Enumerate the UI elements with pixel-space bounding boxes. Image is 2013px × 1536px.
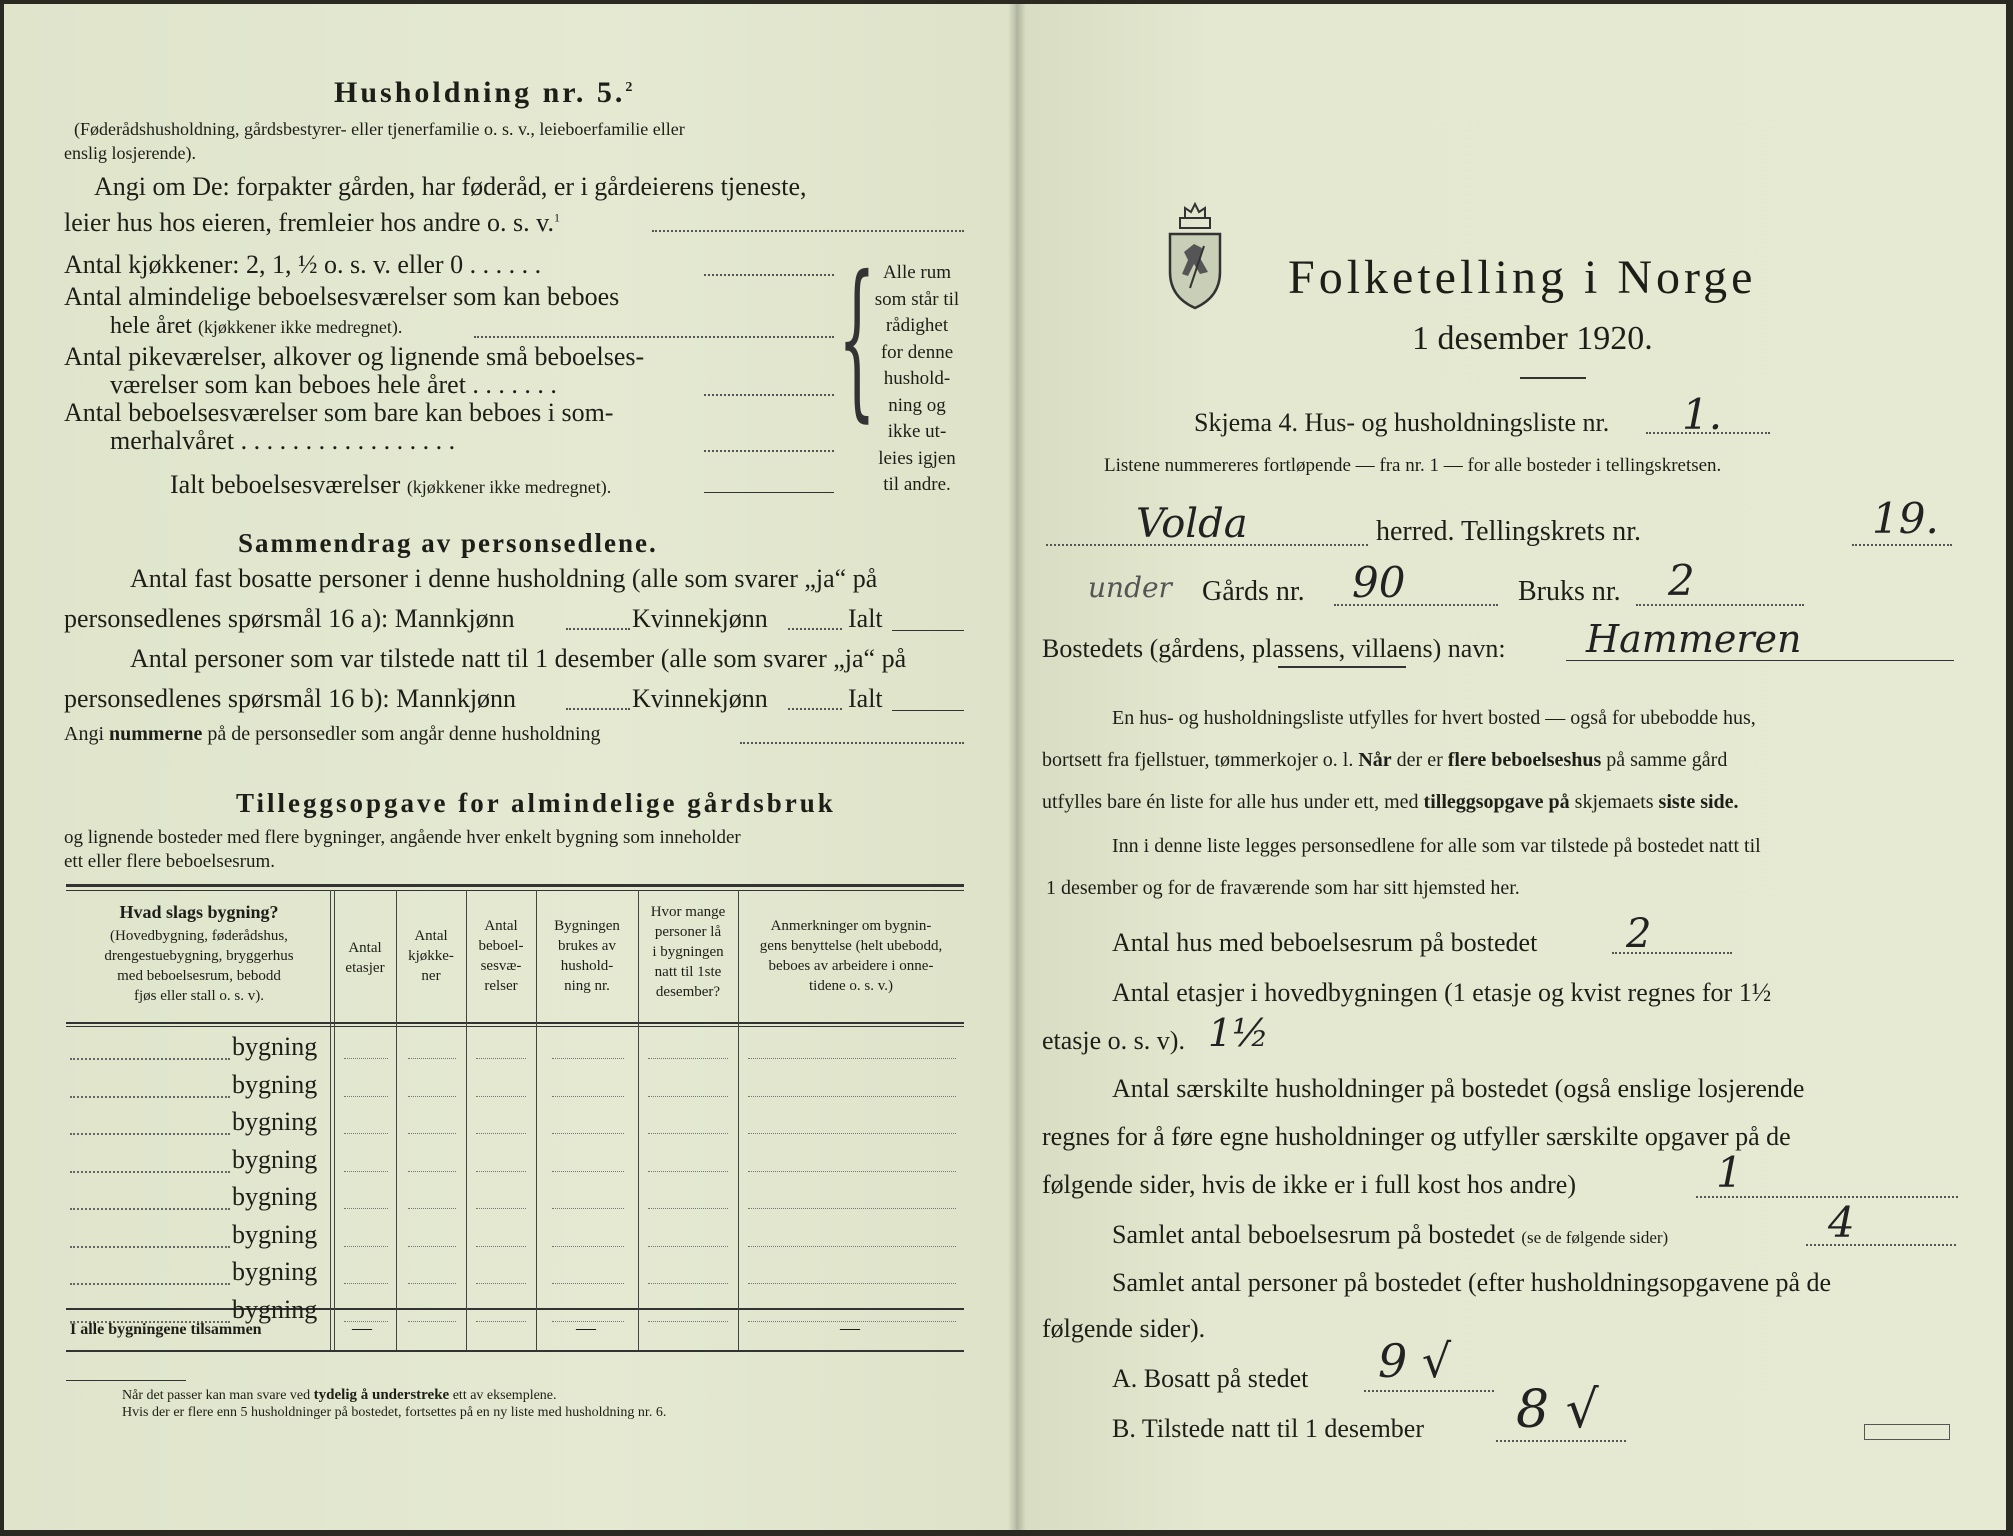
col-building-type-sub-line-2: drengestuebygning, bryggerhus bbox=[104, 948, 294, 964]
col-kitchens-line-3: ner bbox=[421, 968, 441, 984]
title-rule bbox=[1520, 377, 1586, 379]
col-persons-line-4: natt til 1ste bbox=[654, 964, 722, 980]
total-remarks-dash: — bbox=[840, 1317, 860, 1339]
maid-rooms-label-2: værelser som kan beboes hele året . . . . . . . bbox=[110, 370, 557, 399]
census-title: Folketelling i Norge bbox=[1288, 251, 1757, 304]
table-cell-field[interactable] bbox=[648, 1246, 728, 1247]
table-cell-field[interactable] bbox=[408, 1246, 456, 1247]
addendum-title: Tilleggsopgave for almindelige gårdsbruk bbox=[236, 788, 836, 818]
building-row-label: bygning bbox=[232, 1257, 318, 1286]
table-cell-field[interactable] bbox=[552, 1246, 624, 1247]
female-resident-answer[interactable] bbox=[788, 628, 842, 630]
table-cell-field[interactable] bbox=[648, 1171, 728, 1172]
bruks-field[interactable] bbox=[1636, 604, 1804, 606]
census-date: 1 desember 1920. bbox=[1412, 320, 1653, 357]
table-cell-field[interactable] bbox=[552, 1133, 624, 1134]
col-rooms-header bbox=[466, 916, 536, 996]
table-cell-field[interactable] bbox=[748, 1058, 956, 1059]
angi-line-2: leier hus hos eieren, fremleier hos andre o. s. v.$^1$ bbox=[64, 208, 560, 237]
col-building-type-sub-line-4: fjøs eller stall o. s. v). bbox=[134, 988, 264, 1004]
col-rooms-line-2: beboel- bbox=[478, 938, 524, 954]
female-label-2: Kvinnekjønn bbox=[632, 684, 768, 713]
building-row-label: bygning bbox=[232, 1294, 318, 1324]
side-note-line-9: til andre. bbox=[883, 474, 951, 495]
instruction-2: bortsett fra fjellstuer, tømmerkojer o. l. Når der er flere beboelseshus på samme gård bbox=[1042, 749, 1728, 771]
floors-label-2: etasje o. s. v). bbox=[1042, 1026, 1185, 1055]
table-cell-field[interactable] bbox=[748, 1246, 956, 1247]
numbering-note: Listene nummereres fortløpende — fra nr. 1 — for alle bosteder i tellingskretsen. bbox=[1104, 455, 1722, 476]
household-title: Husholdning nr. 5.$^2$ bbox=[334, 76, 636, 109]
total-rooms-value: 4 bbox=[1828, 1198, 1855, 1247]
maid-rooms-answer[interactable] bbox=[704, 394, 834, 396]
houses-label: Antal hus med beboelsesrum på bostedet bbox=[1112, 928, 1538, 957]
addendum-line-2: ett eller flere beboelsesrum. bbox=[64, 851, 276, 872]
table-cell-field[interactable] bbox=[408, 1208, 456, 1209]
plassens-underline bbox=[1278, 666, 1406, 668]
total-floors-dash: — bbox=[352, 1317, 372, 1339]
summary-line-3: Antal personer som var tilstede natt til 1 desember (alle som svarer „ja“ på bbox=[130, 644, 907, 673]
households-label-3: følgende sider, hvis de ikke er i full kost hos andre) bbox=[1042, 1170, 1576, 1199]
table-cell-field[interactable] bbox=[408, 1058, 456, 1059]
col-floors-line-2: etasjer bbox=[345, 960, 385, 976]
col-persons-header bbox=[638, 902, 738, 1002]
bruks-value: 2 bbox=[1668, 556, 1695, 605]
total-household-dash: — bbox=[576, 1317, 596, 1339]
col-rooms-line-3: sesvæ- bbox=[480, 958, 522, 974]
kitchens-label: Antal kjøkkener: 2, 1, ½ o. s. v. eller 0 . . . . . . bbox=[64, 250, 542, 279]
table-cell-field[interactable] bbox=[408, 1133, 456, 1134]
building-row-label: bygning bbox=[232, 1182, 318, 1211]
summary-line-5: Angi nummerne på de personsedler som angår denne husholdning bbox=[64, 723, 601, 745]
table-cell-field[interactable] bbox=[648, 1058, 728, 1059]
ordinary-rooms-label-2: hele året (kjøkkener ikke medregnet). bbox=[110, 313, 403, 339]
side-note-line-3: rådighet bbox=[885, 315, 949, 336]
krets-value: 19. bbox=[1872, 494, 1939, 543]
coat-of-arms-icon bbox=[1160, 202, 1230, 312]
gards-value: 90 bbox=[1352, 558, 1406, 607]
households-label-2: regnes for å føre egne husholdninger og utfyller særskilte opgaver på de bbox=[1042, 1122, 1791, 1151]
summer-rooms-label-2: merhalvåret . . . . . . . . . . . . . . . . . bbox=[110, 426, 456, 455]
total-rooms-label-r: Samlet antal beboelsesrum på bostedet (se de følgende sider) bbox=[1112, 1220, 1669, 1249]
table-cell-field[interactable] bbox=[552, 1058, 624, 1059]
ordinary-rooms-label-1: Antal almindelige beboelsesværelser som kan beboes bbox=[64, 282, 620, 311]
building-name-field[interactable] bbox=[70, 1096, 230, 1098]
page-fold bbox=[1008, 4, 1026, 1530]
col-building-type-sub bbox=[70, 926, 328, 1006]
present-label: B. Tilstede natt til 1 desember bbox=[1112, 1414, 1424, 1443]
table-cell-field[interactable] bbox=[344, 1283, 388, 1284]
table-cell-field[interactable] bbox=[476, 1058, 526, 1059]
building-name-field[interactable] bbox=[70, 1133, 230, 1135]
building-name-field[interactable] bbox=[70, 1283, 230, 1285]
table-cell-field[interactable] bbox=[748, 1171, 956, 1172]
building-name-field[interactable] bbox=[70, 1246, 230, 1248]
summary-line-4: personsedlenes spørsmål 16 b): Mannkjønn bbox=[64, 684, 517, 713]
printer-stamp-icon bbox=[1864, 1424, 1950, 1440]
angi-line-1: Angi om De: forpakter gården, har føderåd, er i gårdeierens tjeneste, bbox=[94, 172, 807, 201]
ordinary-rooms-answer[interactable] bbox=[474, 336, 834, 338]
summary-line-2: personsedlenes spørsmål 16 a): Mannkjønn bbox=[64, 604, 515, 633]
col-kitchens-line-1: Antal bbox=[414, 928, 448, 944]
table-cell-field[interactable] bbox=[476, 1208, 526, 1209]
col-remarks-header bbox=[738, 916, 964, 996]
col-household-line-1: Bygningen bbox=[554, 918, 620, 934]
table-cell-field[interactable] bbox=[476, 1246, 526, 1247]
total-resident-answer[interactable] bbox=[892, 630, 964, 631]
col-household-header bbox=[536, 916, 638, 996]
col-kitchens-header bbox=[396, 926, 466, 986]
brace-icon: { bbox=[838, 240, 876, 438]
right-page bbox=[1016, 4, 2006, 1530]
col-persons-line-5: desember? bbox=[655, 984, 721, 1000]
male-resident-answer[interactable] bbox=[566, 628, 630, 630]
table-cell-field[interactable] bbox=[552, 1171, 624, 1172]
side-note-line-6: ning og bbox=[888, 394, 946, 416]
household-note-2: enslig losjerende). bbox=[64, 143, 196, 163]
table-cell-field[interactable] bbox=[552, 1283, 624, 1284]
building-row-label: bygning bbox=[232, 1144, 318, 1174]
persons-label-2: følgende sider). bbox=[1042, 1314, 1206, 1343]
houses-value: 2 bbox=[1626, 911, 1652, 957]
col-remarks-line-1: Anmerkninger om bygnin- bbox=[770, 918, 932, 934]
total-label-1: Ialt bbox=[848, 604, 883, 633]
table-cell-field[interactable] bbox=[748, 1133, 956, 1134]
kitchens-answer[interactable] bbox=[704, 274, 834, 276]
table-cell-field[interactable] bbox=[648, 1096, 728, 1097]
col-floors-line-1: Antal bbox=[348, 940, 382, 956]
col-building-type-sub-line-1: (Hovedbygning, føderådshus, bbox=[110, 928, 288, 944]
table-cell-field[interactable] bbox=[748, 1283, 956, 1284]
col-building-type-sub-line-3: med beboelsesrum, bebodd bbox=[117, 968, 281, 984]
summary-title: Sammendrag av personsedlene. bbox=[238, 528, 658, 558]
col-floors-header bbox=[334, 938, 396, 978]
table-cell-field[interactable] bbox=[476, 1283, 526, 1284]
col-persons-line-2: personer lå bbox=[654, 924, 722, 940]
table-cell-field[interactable] bbox=[648, 1133, 728, 1134]
person-numbers-answer[interactable] bbox=[740, 742, 964, 744]
side-note-line-5: hushold- bbox=[883, 368, 951, 389]
footnote-rule bbox=[66, 1380, 186, 1381]
table-cell-field[interactable] bbox=[748, 1096, 956, 1097]
herred-value: Volda bbox=[1136, 501, 1248, 547]
table-cell-field[interactable] bbox=[344, 1246, 388, 1247]
schema-line: Skjema 4. Hus- og husholdningsliste nr. bbox=[1194, 408, 1610, 437]
table-cell-field[interactable] bbox=[748, 1208, 956, 1209]
table-cell-field[interactable] bbox=[476, 1171, 526, 1172]
total-label-2: Ialt bbox=[848, 684, 883, 713]
building-row-label: bygning bbox=[232, 1069, 318, 1099]
table-cell-field[interactable] bbox=[648, 1283, 728, 1284]
side-note-line-2: som står til bbox=[874, 288, 960, 310]
table-cell-field[interactable] bbox=[344, 1133, 388, 1134]
herred-label: herred. Tellingskrets nr. bbox=[1376, 516, 1642, 547]
addendum-line-1: og lignende bosteder med flere bygninger, angående hver enkelt bygning som inneholder bbox=[64, 827, 741, 848]
persons-label-1: Samlet antal personer på bostedet (efter husholdningsopgavene på de bbox=[1112, 1268, 1832, 1297]
male-present-answer[interactable] bbox=[566, 708, 630, 710]
instruction-1: En hus- og husholdningsliste utfylles for hvert bosted — også for ubebodde hus, bbox=[1112, 707, 1756, 729]
col-household-line-4: ning nr. bbox=[564, 978, 610, 994]
table-cell-field[interactable] bbox=[344, 1208, 388, 1209]
krets-field[interactable] bbox=[1852, 544, 1952, 546]
total-present-answer[interactable] bbox=[892, 710, 964, 711]
table-cell-field[interactable] bbox=[344, 1096, 388, 1097]
col-rooms-line-1: Antal bbox=[484, 918, 518, 934]
col-remarks-line-4: tidene o. s. v.) bbox=[808, 978, 893, 994]
female-present-answer[interactable] bbox=[788, 708, 842, 710]
rooms-side-note bbox=[862, 260, 972, 499]
bosted-value: Hammeren bbox=[1586, 617, 1802, 661]
instruction-3: utfylles bare én liste for alle hus under ett, med tilleggsopgave på skjemaets siste side. bbox=[1042, 791, 1739, 813]
side-note-line-1: Alle rum bbox=[882, 262, 952, 283]
table-cell-field[interactable] bbox=[476, 1321, 526, 1322]
table-cell-field[interactable] bbox=[552, 1096, 624, 1097]
instruction-5: 1 desember og for de fraværende som har sitt hjemsted her. bbox=[1046, 877, 1520, 899]
gards-label: Gårds nr. bbox=[1202, 576, 1305, 607]
col-building-type-header: Hvad slags bygning? bbox=[119, 902, 279, 922]
resident-value: 9 √ bbox=[1378, 1334, 1452, 1388]
list-number-value: 1. bbox=[1682, 390, 1723, 439]
building-name-field[interactable] bbox=[70, 1208, 230, 1210]
building-name-field[interactable] bbox=[70, 1171, 230, 1173]
table-cell-field[interactable] bbox=[408, 1283, 456, 1284]
building-name-field[interactable] bbox=[70, 1058, 230, 1060]
resident-label: A. Bosatt på stedet bbox=[1112, 1364, 1309, 1393]
female-label-1: Kvinnekjønn bbox=[632, 604, 768, 633]
census-sheet bbox=[4, 4, 2006, 1530]
table-cell-field[interactable] bbox=[648, 1321, 728, 1322]
summary-line-1: Antal fast bosatte personer i denne husholdning (alle som svarer „ja“ på bbox=[130, 564, 878, 593]
side-note-line-4: for denne bbox=[880, 341, 954, 363]
table-cell-field[interactable] bbox=[476, 1096, 526, 1097]
present-field[interactable] bbox=[1496, 1440, 1626, 1442]
building-row-label: bygning bbox=[232, 1107, 318, 1136]
col-kitchens-line-2: kjøkke- bbox=[408, 948, 454, 964]
col-persons-line-3: i bygningen bbox=[652, 944, 724, 960]
floors-value: 1½ bbox=[1208, 1011, 1270, 1055]
table-cell-field[interactable] bbox=[408, 1171, 456, 1172]
table-cell-field[interactable] bbox=[648, 1208, 728, 1209]
building-row-label: bygning bbox=[232, 1219, 318, 1249]
households-label-1: Antal særskilte husholdninger på bostedet (også enslige losjerende bbox=[1112, 1074, 1805, 1103]
side-note-line-8: leies igjen bbox=[878, 447, 956, 469]
col-remarks-line-2: gens benyttelse (helt ubebodd, bbox=[759, 938, 943, 954]
households-value: 1 bbox=[1716, 1148, 1743, 1197]
left-page bbox=[4, 4, 1016, 1530]
gards-prefix-value: under bbox=[1088, 571, 1172, 604]
col-persons-line-1: Hvor mange bbox=[650, 904, 726, 920]
col-household-line-3: hushold- bbox=[560, 958, 614, 974]
instruction-4: Inn i denne liste legges personsedlene for alle som var tilstede på bostedet natt til bbox=[1112, 835, 1761, 857]
building-row-label: bygning bbox=[232, 1032, 318, 1061]
table-cell-field[interactable] bbox=[476, 1133, 526, 1134]
col-remarks-line-3: beboes av arbeidere i onne- bbox=[768, 958, 934, 974]
present-value: 8 √ bbox=[1516, 1380, 1599, 1440]
maid-rooms-label-1: Antal pikeværelser, alkover og lignende små beboelses- bbox=[64, 342, 645, 371]
footnote-2: Hvis der er flere enn 5 husholdninger på bostedet, fortsettes på en ny liste med husholdning nr. 6. bbox=[122, 1405, 667, 1420]
table-cell-field[interactable] bbox=[408, 1321, 456, 1322]
col-rooms-line-4: relser bbox=[484, 978, 518, 994]
household-note-1: (Føderådshusholdning, gårdsbestyrer- eller tjenerfamilie o. s. v., leieboerfamilie eller bbox=[74, 119, 685, 139]
table-cell-field[interactable] bbox=[344, 1171, 388, 1172]
footnote-1: Når det passer kan man svare ved tydelig å understreke ett av eksemplene. bbox=[122, 1387, 557, 1403]
total-rooms-label: Ialt beboelsesværelser (kjøkkener ikke medregnet). bbox=[170, 470, 612, 499]
table-cell-field[interactable] bbox=[552, 1208, 624, 1209]
table-cell-field[interactable] bbox=[344, 1058, 388, 1059]
side-note-line-7: ikke ut- bbox=[887, 421, 947, 442]
floors-label-1: Antal etasjer i hovedbygningen (1 etasje og kvist regnes for 1½ bbox=[1112, 978, 1772, 1007]
bruks-label: Bruks nr. bbox=[1518, 576, 1621, 607]
resident-field[interactable] bbox=[1364, 1390, 1494, 1392]
col-household-line-2: brukes av bbox=[558, 938, 616, 954]
bosted-label: Bostedets (gårdens, plassens, villaens) navn: bbox=[1042, 634, 1506, 663]
table-cell-field[interactable] bbox=[408, 1096, 456, 1097]
summer-rooms-answer[interactable] bbox=[704, 450, 834, 452]
angi-answer-line[interactable] bbox=[652, 230, 964, 232]
total-rooms-answer[interactable] bbox=[704, 492, 834, 493]
summer-rooms-label-1: Antal beboelsesværelser som bare kan beboes i som- bbox=[64, 398, 614, 427]
all-buildings-total-label: I alle bygningene tilsammen bbox=[70, 1321, 262, 1338]
